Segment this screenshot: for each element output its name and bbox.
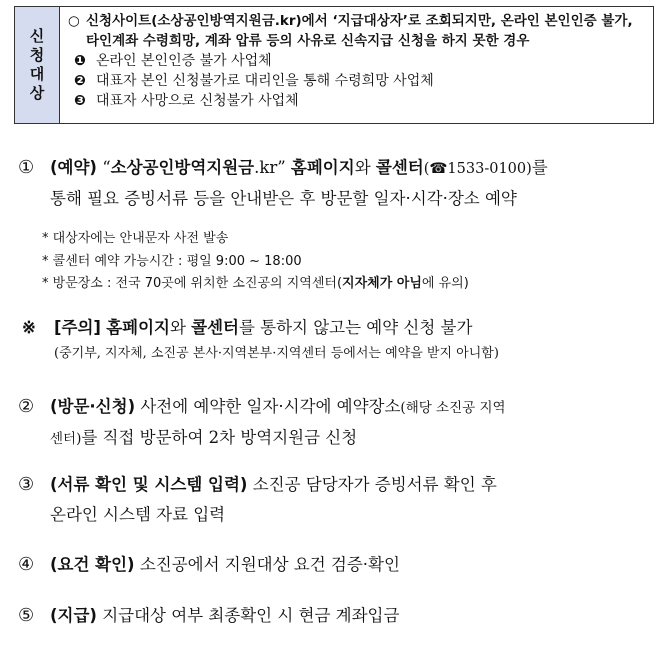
step-heading: (방문·신청) (50, 397, 136, 416)
note-item: * 콜센터 예약 가능시간 : 평일 9:00 ~ 18:00 (42, 253, 302, 269)
eligibility-label (15, 7, 60, 123)
step-text-line2: 온라인 시스템 자료 입력 (50, 505, 226, 524)
step-number: ⑤ (18, 605, 35, 626)
step-text: 소진공 담당자가 증빙서류 확인 후 (247, 475, 497, 494)
item-number: ❷ (74, 73, 86, 89)
step-heading: (요건 확인) (50, 555, 135, 574)
connector-text: 와 (169, 318, 192, 337)
reference-mark-icon: ※ (22, 318, 36, 337)
step-text: 사전에 예약한 일자·시각에 예약장소 (135, 397, 401, 416)
homepage-text: 홈페이지 (290, 158, 355, 177)
step-requirement-check (18, 550, 658, 580)
note-item: * 대상자에는 안내문자 사전 발송 (42, 231, 229, 246)
caution-text: 를 통하지 않고는 예약 신청 불가 (239, 318, 473, 337)
step-text: 지급대상 여부 최종확인 시 현금 계좌입금 (96, 606, 400, 625)
site-name: 소상공인방역지원금 (110, 158, 255, 177)
step-text-small: (해당 소진공 지역 (400, 400, 506, 416)
step-visit (18, 392, 658, 454)
connector-text: 와 (354, 158, 376, 177)
step-heading: (지급) (50, 606, 97, 625)
reservation-notes (42, 228, 652, 296)
step-document-check (18, 470, 658, 530)
item-text: 온라인 본인인증 불가 사업체 (96, 53, 272, 69)
item-text: 대표자 본인 신청불가로 대리인을 통해 수령희망 사업체 (96, 73, 434, 89)
eligibility-box (14, 6, 654, 124)
caution-heading: [주의] (54, 318, 101, 337)
note-item (42, 273, 652, 296)
step-text-small: 센터) (50, 431, 82, 447)
step-number: ② (18, 396, 35, 417)
step-number: ③ (18, 474, 35, 495)
caution-block (22, 314, 658, 366)
caution-detail: (중기부, 지자체, 소진공 본사·지역본부·지역센터 등에서는 예약을 받지 아니함) (54, 346, 499, 361)
eligibility-description (68, 11, 645, 51)
label-char: 상 (29, 84, 45, 102)
item-text: 대표자 사망으로 신청불가 사업체 (96, 93, 299, 109)
item-number: ❶ (74, 53, 86, 69)
callcenter-text: 콜센터 (375, 158, 424, 177)
circle-bullet-icon: ○ (68, 13, 80, 29)
step-payment (18, 601, 658, 631)
eligibility-text: 신청사이트(소상공인방역지원금.kr)에서 ‘지급대상자’로 조회되지만, 온라인 본인인증 불가, 타인계좌 수령희망, 계좌 압류 등의 사유로 신속지급 신청을 하지 못한 경우 (86, 13, 633, 49)
site-tld: .kr” (254, 158, 291, 177)
step-heading: (서류 확인 및 시스템 입력) (50, 475, 248, 494)
step-text-line2: 통해 필요 증빙서류 등을 안내받은 후 방문할 일자·시각·장소 예약 (50, 189, 517, 208)
step-text-line2: 를 직접 방문하여 2차 방역지원금 신청 (81, 428, 358, 447)
list-item (68, 71, 645, 91)
step-number: ① (18, 157, 35, 178)
note-text: 에 유의) (421, 276, 469, 291)
homepage-text: 홈페이지 (106, 318, 170, 337)
step-heading: (예약) (50, 158, 97, 177)
step-text: 를 (531, 158, 548, 177)
label-char: 청 (29, 46, 45, 64)
step-reservation (18, 153, 658, 214)
label-char: 신 (29, 27, 45, 45)
note-emphasis: 지자체가 아님 (342, 276, 422, 291)
item-number: ❸ (74, 93, 86, 109)
list-item (68, 51, 645, 71)
step-number: ④ (18, 554, 35, 575)
eligibility-content (60, 7, 653, 123)
phone-number: (☎1533-0100) (423, 161, 532, 177)
step-text: 소진공에서 지원대상 요건 검증·확인 (134, 555, 400, 574)
label-char: 대 (29, 65, 45, 83)
list-item (68, 91, 645, 111)
note-text: * 방문장소 : 전국 70곳에 위치한 소진공의 지역센터( (42, 276, 343, 291)
quote-mark: “ (96, 158, 111, 177)
callcenter-text: 콜센터 (191, 318, 239, 337)
